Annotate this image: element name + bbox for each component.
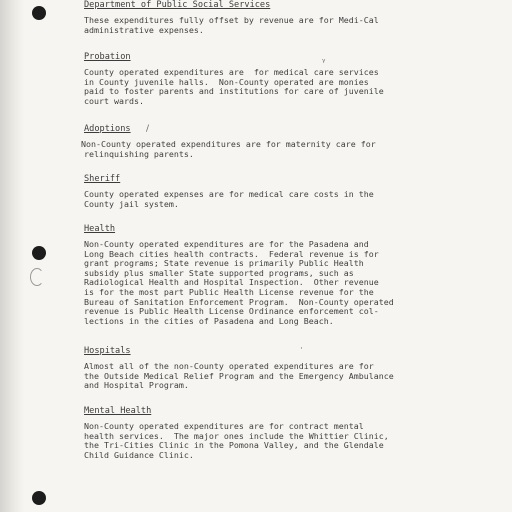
body-line: County operated expenditures are for medical care services — [84, 67, 379, 77]
body-line: Long Beach cities health contracts. Federal revenue is for — [84, 248, 379, 259]
body-line: Child Guidance Clinic. — [84, 449, 194, 460]
body-line: County jail system. — [84, 198, 179, 209]
body-line: administrative expenses. — [84, 24, 204, 35]
body-line: County operated expenses are for medical care costs in the — [84, 189, 374, 199]
section-sheriff — [84, 174, 374, 209]
punch-hole-middle — [32, 246, 46, 260]
stray-dot-mark: · — [300, 344, 303, 354]
section-heading: Hospitals — [84, 346, 131, 356]
body-line: Radiological Health and Hospital Inspection. Other revenue — [84, 277, 379, 288]
body-line: Non-County operated expenditures are for contract mental — [84, 421, 364, 431]
body-line: relinquishing parents. — [84, 148, 194, 159]
section-heading: Health — [84, 224, 116, 234]
body-line: Almost all of the non-County operated expenditures are for — [84, 361, 374, 371]
section-hospitals — [84, 346, 394, 391]
section-heading: Adoptions — [84, 124, 131, 134]
section-adoptions — [81, 124, 376, 159]
section-mental-health — [84, 406, 389, 460]
punch-hole-bottom — [32, 491, 46, 505]
section-public-social-services — [84, 0, 379, 35]
stray-tick-mark: / — [146, 124, 150, 134]
body-line: lections in the cities of Pasadena and Long Beach. — [84, 315, 334, 326]
body-line: court wards. — [84, 95, 144, 106]
body-line: Non-County operated expenditures are for the Pasadena and — [84, 239, 369, 249]
section-heading: Sheriff — [84, 174, 121, 184]
section-heading: Probation — [84, 52, 131, 62]
body-line: health services. The major ones include the Whittier Clinic, — [84, 430, 389, 441]
stray-mark: ᵞ — [322, 58, 326, 68]
body-line: grant programs; State revenue is primarily Public Health — [84, 258, 364, 269]
body-line: the Tri-Cities Clinic in the Pomona Valley, and the Glendale — [84, 440, 384, 451]
body-line: and Hospital Program. — [84, 380, 189, 391]
body-line: These expenditures fully offset by revenue are for Medi-Cal — [84, 15, 379, 25]
punch-hole-top — [32, 6, 46, 20]
body-line: Non-County operated expenditures are for maternity care for — [81, 139, 376, 149]
body-line: Bureau of Sanitation Enforcement Program. Non-County operated — [84, 296, 394, 307]
body-line: subsidy plus smaller State supported programs, such as — [84, 267, 354, 278]
body-line: the Outside Medical Relief Program and the Emergency Ambulance — [84, 370, 394, 381]
section-heading: Mental Health — [84, 406, 152, 416]
punch-hole-ghost — [30, 268, 44, 286]
body-line: revenue is Public Health License Ordinance enforcement col- — [84, 306, 379, 317]
section-probation — [84, 52, 384, 106]
page-edge-shadow — [0, 0, 24, 512]
section-heading: Department of Public Social Services — [84, 0, 271, 10]
body-line: paid to foster parents and institutions for care of juvenile — [84, 86, 384, 97]
body-line: in County juvenile halls. Non-County operated are monies — [84, 76, 369, 87]
body-line: is for the most part Public Health License revenue for the — [84, 286, 374, 297]
section-health — [84, 224, 394, 326]
